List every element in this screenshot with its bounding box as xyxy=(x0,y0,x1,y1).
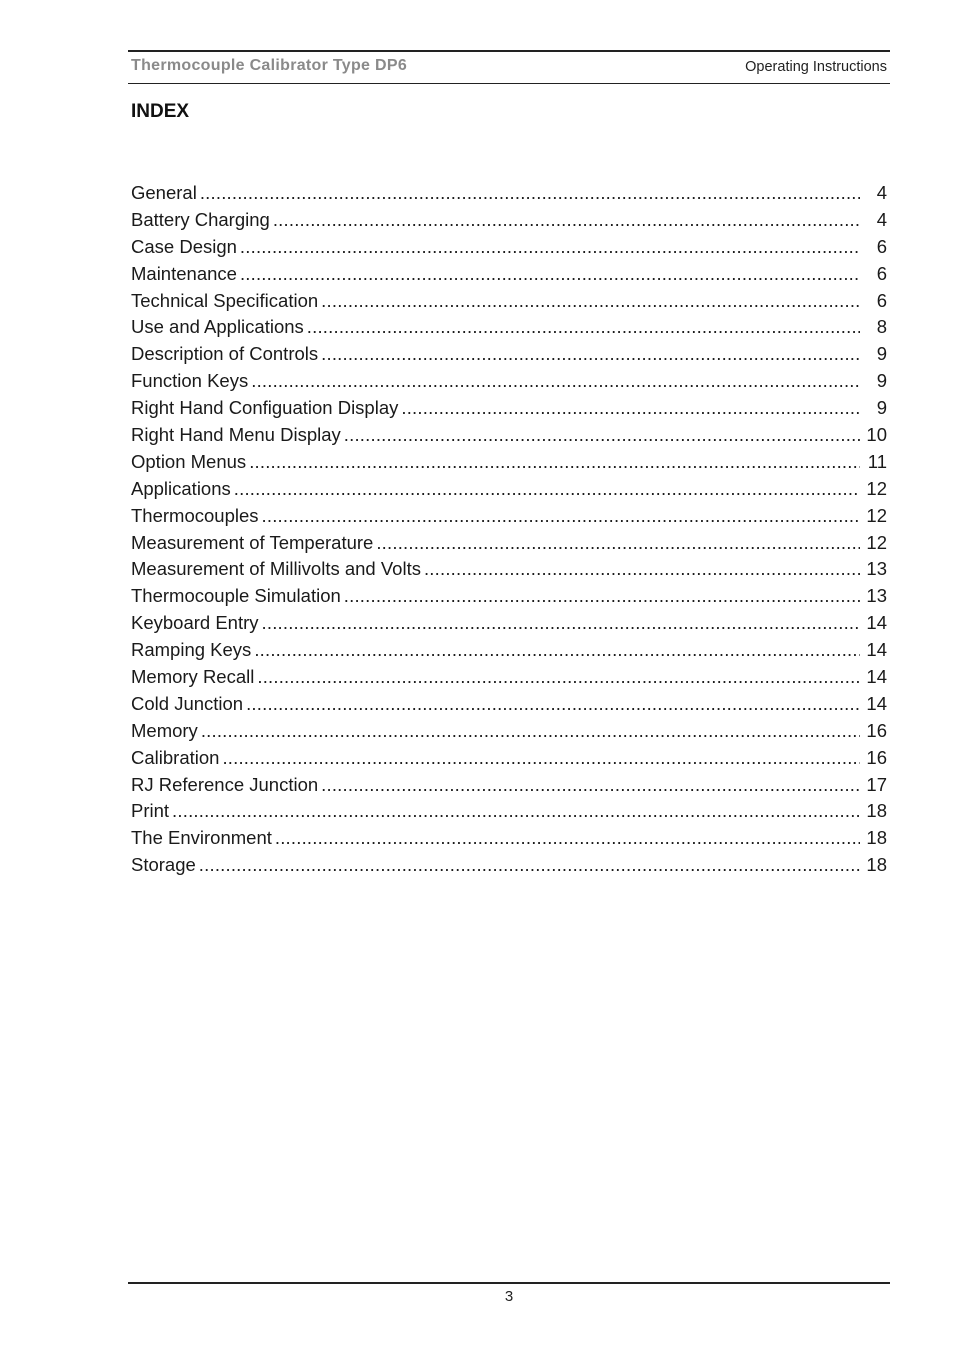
toc-leader-dots xyxy=(401,395,860,422)
toc-entry-label: Measurement of Millivolts and Volts xyxy=(131,558,421,580)
index-heading: INDEX xyxy=(131,101,190,122)
toc-entry-page: 14 xyxy=(866,639,887,661)
toc-leader-dots xyxy=(307,314,860,341)
toc-entry[interactable] xyxy=(131,583,887,610)
document-section: Operating Instructions xyxy=(745,59,887,75)
toc-entry-label: Thermocouple Simulation xyxy=(131,585,341,607)
toc-entry-label: Right Hand Configuation Display xyxy=(131,397,399,419)
toc-entry-page: 18 xyxy=(866,800,887,822)
toc-entry[interactable] xyxy=(131,825,887,852)
toc-entry-page: 12 xyxy=(866,531,887,553)
toc-entry[interactable] xyxy=(131,368,887,395)
toc-leader-dots xyxy=(201,718,860,745)
toc-entry-label: Right Hand Menu Display xyxy=(131,424,341,446)
header-bottom-rule xyxy=(128,83,890,84)
toc-entry-label: Use and Applications xyxy=(131,316,304,338)
toc-entry-label: Ramping Keys xyxy=(131,639,252,661)
toc-leader-dots xyxy=(273,207,860,234)
toc-leader-dots xyxy=(251,368,860,395)
toc-leader-dots xyxy=(199,852,860,879)
toc-leader-dots xyxy=(240,261,860,288)
toc-entry-page: 17 xyxy=(866,773,887,795)
toc-entry-page: 6 xyxy=(876,289,887,311)
toc-entry-page: 6 xyxy=(876,235,887,257)
toc-entry[interactable] xyxy=(131,476,887,503)
toc-entry-page: 16 xyxy=(866,746,887,768)
toc-leader-dots xyxy=(321,772,860,799)
toc-entry[interactable] xyxy=(131,798,887,825)
toc-entry[interactable] xyxy=(131,637,887,664)
toc-entry[interactable] xyxy=(131,691,887,718)
toc-entry-label: Keyboard Entry xyxy=(131,612,259,634)
toc-entry-page: 16 xyxy=(866,719,887,741)
toc-entry-page: 9 xyxy=(876,370,887,392)
toc-leader-dots xyxy=(200,180,860,207)
toc-entry[interactable] xyxy=(131,503,887,530)
toc-entry[interactable] xyxy=(131,556,887,583)
toc-entry[interactable] xyxy=(131,530,887,557)
table-of-contents xyxy=(131,180,887,879)
toc-leader-dots xyxy=(262,503,860,530)
toc-entry[interactable] xyxy=(131,772,887,799)
toc-entry[interactable] xyxy=(131,180,887,207)
toc-entry-page: 18 xyxy=(866,827,887,849)
toc-leader-dots xyxy=(234,476,860,503)
toc-entry-page: 18 xyxy=(866,854,887,876)
toc-leader-dots xyxy=(344,422,860,449)
toc-leader-dots xyxy=(376,530,860,557)
toc-entry-page: 12 xyxy=(866,477,887,499)
toc-entry-label: Memory Recall xyxy=(131,666,255,688)
toc-entry[interactable] xyxy=(131,207,887,234)
document-title: Thermocouple Calibrator Type DP6 xyxy=(131,57,408,74)
toc-entry[interactable] xyxy=(131,449,887,476)
toc-entry-page: 4 xyxy=(876,208,887,230)
toc-entry-label: Maintenance xyxy=(131,262,237,284)
toc-entry-page: 10 xyxy=(866,424,887,446)
toc-leader-dots xyxy=(240,234,860,261)
toc-leader-dots xyxy=(249,449,860,476)
toc-entry-label: Calibration xyxy=(131,746,220,768)
toc-leader-dots xyxy=(172,798,860,825)
toc-entry[interactable] xyxy=(131,234,887,261)
toc-entry[interactable] xyxy=(131,261,887,288)
toc-entry-label: Function Keys xyxy=(131,370,249,392)
toc-entry-label: Applications xyxy=(131,477,231,499)
header-top-rule xyxy=(128,50,890,52)
toc-entry-label: Memory xyxy=(131,719,198,741)
toc-entry-label: RJ Reference Junction xyxy=(131,773,319,795)
toc-entry[interactable] xyxy=(131,341,887,368)
toc-entry-label: The Environment xyxy=(131,827,272,849)
toc-leader-dots xyxy=(321,288,860,315)
toc-entry-page: 8 xyxy=(876,316,887,338)
toc-entry-page: 13 xyxy=(866,558,887,580)
toc-entry-page: 12 xyxy=(866,504,887,526)
toc-entry-page: 9 xyxy=(876,397,887,419)
toc-entry[interactable] xyxy=(131,745,887,772)
toc-entry-page: 6 xyxy=(876,262,887,284)
toc-entry-page: 14 xyxy=(866,612,887,634)
footer-rule xyxy=(128,1282,890,1284)
toc-entry-label: Measurement of Temperature xyxy=(131,531,374,553)
toc-entry-label: Description of Controls xyxy=(131,343,319,365)
toc-leader-dots xyxy=(257,664,860,691)
toc-entry[interactable] xyxy=(131,610,887,637)
toc-entry-label: Option Menus xyxy=(131,450,247,472)
toc-leader-dots xyxy=(344,583,860,610)
toc-entry-label: General xyxy=(131,182,197,203)
toc-entry-page: 13 xyxy=(866,585,887,607)
toc-entry-label: Print xyxy=(131,800,170,822)
toc-leader-dots xyxy=(262,610,860,637)
toc-entry-page: 14 xyxy=(866,666,887,688)
toc-entry-page: 11 xyxy=(867,450,887,472)
toc-entry-label: Cold Junction xyxy=(131,692,244,714)
toc-entry[interactable] xyxy=(131,314,887,341)
toc-entry-label: Battery Charging xyxy=(131,208,270,230)
toc-entry-page: 14 xyxy=(866,692,887,714)
toc-entry[interactable] xyxy=(131,395,887,422)
page-number: 3 xyxy=(504,1288,514,1305)
toc-entry[interactable] xyxy=(131,718,887,745)
toc-entry-label: Case Design xyxy=(131,235,237,257)
toc-entry-page: 9 xyxy=(876,343,887,365)
toc-entry-label: Storage xyxy=(131,854,196,876)
toc-leader-dots xyxy=(321,341,860,368)
toc-entry-label: Technical Specification xyxy=(131,289,319,311)
toc-leader-dots xyxy=(246,691,860,718)
toc-leader-dots xyxy=(424,556,860,583)
toc-entry[interactable] xyxy=(131,664,887,691)
toc-leader-dots xyxy=(222,745,860,772)
toc-entry-label: Thermocouples xyxy=(131,504,259,526)
toc-leader-dots xyxy=(254,637,860,664)
toc-entry[interactable] xyxy=(131,288,887,315)
toc-leader-dots xyxy=(275,825,860,852)
toc-entry[interactable] xyxy=(131,422,887,449)
toc-entry-page: 4 xyxy=(876,182,887,203)
toc-entry[interactable] xyxy=(131,852,887,879)
